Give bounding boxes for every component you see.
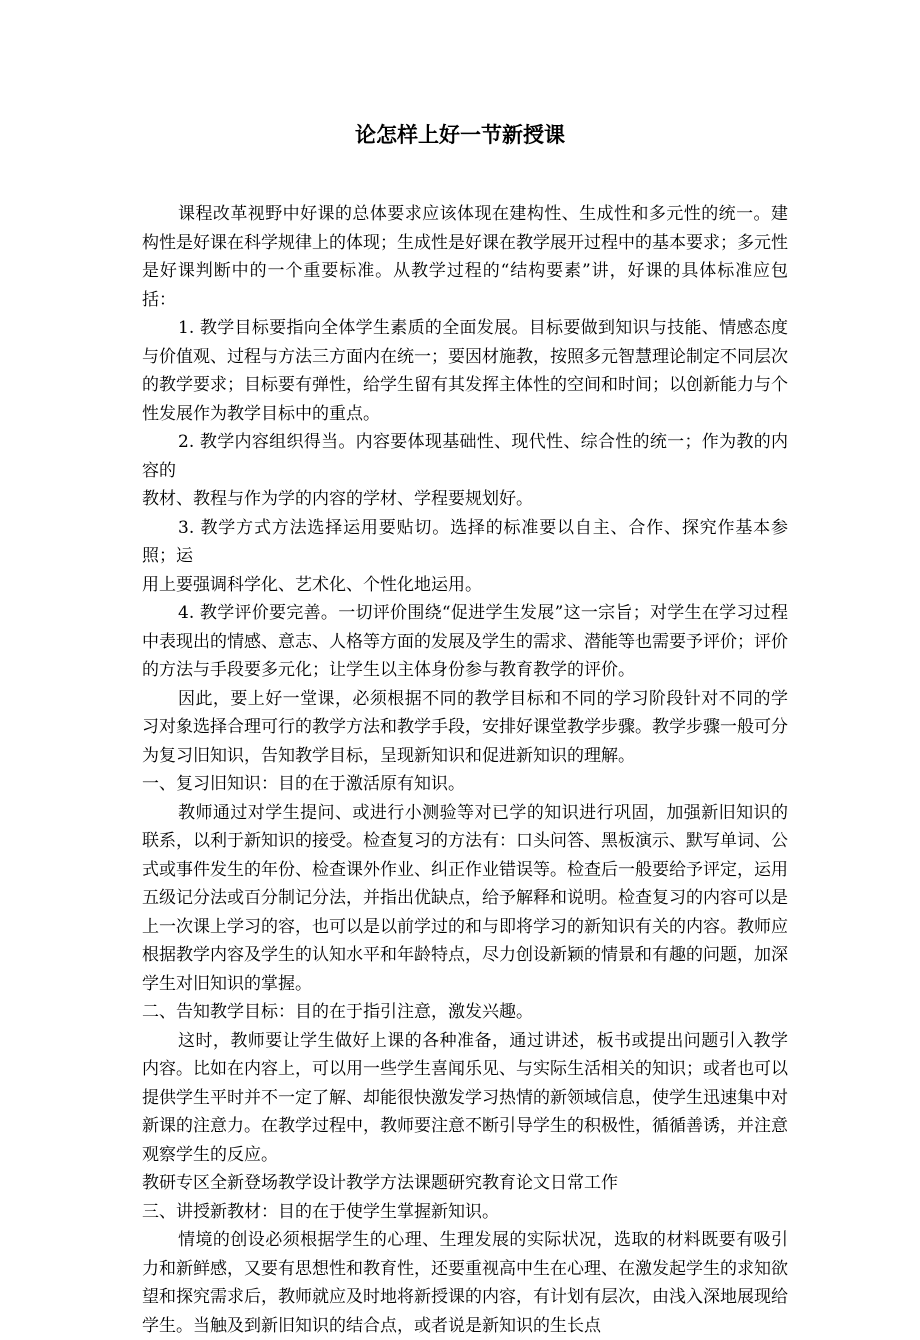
document-body [142, 200, 788, 1340]
section-line: 三、讲授新教材：目的在于使学生掌握新知识。 [142, 1201, 499, 1222]
section-line: 教材、教程与作为学的内容的学材、学程要规划好。 [142, 489, 533, 509]
paragraph: 1. 教学目标要指向全体学生素质的全面发展。目标要做到知识与技能、情感态度与价值观、过程与方法三方面内在统一；要因材施教，按照多元智慧理论制定不同层次的教学要求；目标要有弹性，给学生留有其发挥主体性的空间和时间；以创新能力与个性发展作为教学目标中的重点。 [142, 318, 788, 424]
paragraph: 2. 教学内容组织得当。内容要体现基础性、现代性、综合性的统一；作为教的内容的 [142, 432, 788, 481]
paragraph: 4. 教学评价要完善。一切评价围绕“促进学生发展”这一宗旨；对学生在学习过程中表现出的情感、意志、人格等方面的发展及学生的需求、潜能等也需要予评价；评价的方法与手段要多元化；让学生以主体身份参与教育教学的评价。 [142, 603, 788, 680]
section-line: 一、复习旧知识：目的在于激活原有知识。 [142, 774, 465, 794]
paragraph: 3. 教学方式方法选择运用要贴切。选择的标准要以自主、合作、探究作基本参照；运 [142, 517, 788, 566]
section-line: 二、告知教学目标：目的在于指引注意，激发兴趣。 [142, 1002, 533, 1022]
section-line: 用上要强调科学化、艺术化、个性化地运用。 [142, 574, 482, 595]
section-line: 教研专区全新登场教学设计教学方法课题研究教育论文日常工作 [142, 1173, 618, 1193]
paragraph: 情境的创设必须根据学生的心理、生理发展的实际状况，选取的材料既要有吸引力和新鲜感，又要有思想性和教育性，还要重视高中生在心理、在激发起学生的求知欲望和探究需求后，教师就应及时地将新授课的内容，有计划有层次，由浅入深地展现给学生。当触及到新旧知识的结合点，或者说是新知识的生长点 [142, 1230, 788, 1336]
paragraph: 教师通过对学生提问、或进行小测验等对已学的知识进行巩固，加强新旧知识的联系，以利于新知识的接受。检查复习的方法有：口头问答、黑板演示、默写单词、公式或事件发生的年份、检查课外作业、纠正作业错误等。检查后一般要给予评定，运用五级记分法或百分制记分法，并指出优缺点，给予解释和说明。检查复习的内容可以是上一次课上学习的容，也可以是以前学过的和与即将学习的新知识有关的内容。教师应根据教学内容及学生的认知水平和年龄特点，尽力创设新颖的情景和有趣的问题，加深学生对旧知识的掌握。 [142, 802, 788, 994]
paragraph: 因此，要上好一堂课，必须根据不同的教学目标和不同的学习阶段针对不同的学习对象选择合理可行的教学方法和教学手段，安排好课堂教学步骤。教学步骤一般可分为复习旧知识，告知教学目标，呈现新知识和促进新知识的理解。 [142, 688, 788, 766]
document-title: 论怎样上好一节新授课 [355, 123, 565, 147]
paragraph: 课程改革视野中好课的总体要求应该体现在建构性、生成性和多元性的统一。建构性是好课在科学规律上的体现；生成性是好课在教学展开过程中的基本要求；多元性是好课判断中的一个重要标准。从教学过程的“结构要素”讲，好课的具体标准应包括： [142, 204, 788, 310]
paragraph: 这时，教师要让学生做好上课的各种准备，通过讲述，板书或提出问题引入教学内容。比如在内容上，可以用一些学生喜闻乐见、与实际生活相关的知识；或者也可以提供学生平时并不一定了解、却能很快激发学习热情的新领域信息，使学生迅速集中对新课的注意力。在教学过程中，教师要注意不断引导学生的积极性，循循善诱，并注意观察学生的反应。 [142, 1030, 788, 1165]
